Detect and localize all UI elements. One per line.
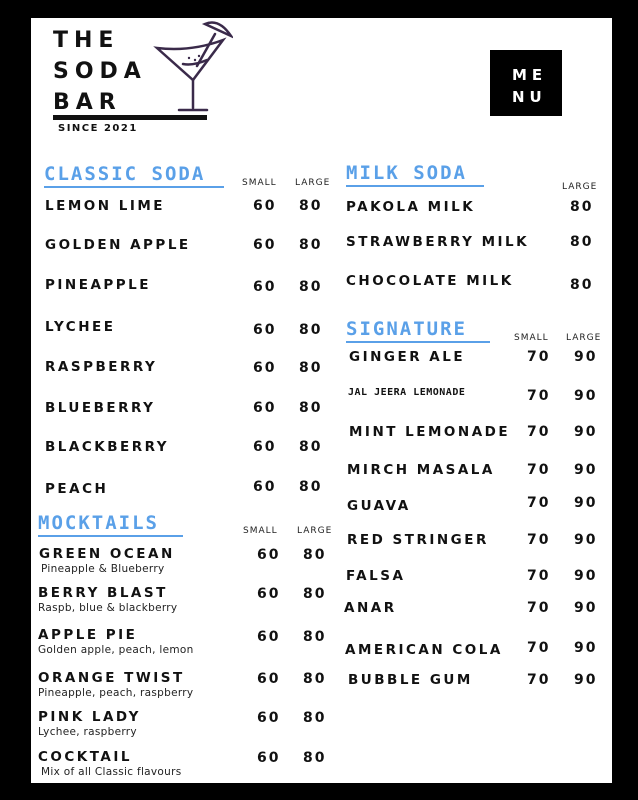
menu-badge: [490, 50, 562, 116]
mocktails-small-header: SMALL: [243, 526, 278, 536]
price-large: 80: [303, 671, 327, 687]
price-large: 80: [299, 439, 323, 455]
price-large: 80: [299, 322, 323, 338]
price-large: 80: [303, 629, 327, 645]
mocktails-heading: MOCKTAILS: [38, 512, 159, 534]
item-name: CHOCOLATE MILK: [346, 273, 514, 289]
price-large: 80: [299, 237, 323, 253]
price-small: 70: [527, 672, 551, 688]
classic-large-header: LARGE: [295, 178, 331, 188]
milk-large-header: LARGE: [562, 182, 598, 192]
price-large: 80: [299, 360, 323, 376]
item-description: Pineapple & Blueberry: [41, 563, 165, 575]
price-small: 70: [527, 388, 551, 404]
price-small: 60: [253, 479, 277, 495]
price-small: 60: [257, 586, 281, 602]
item-name: BERRY BLAST: [38, 585, 168, 601]
item-name: GINGER ALE: [349, 349, 466, 365]
price-large: 80: [303, 750, 327, 766]
item-name: PINK LADY: [38, 709, 141, 725]
brand-line-2: SODA: [53, 59, 147, 84]
price-small: 70: [527, 568, 551, 584]
price-large: 90: [574, 495, 598, 511]
item-description: Mix of all Classic flavours: [41, 766, 182, 778]
menu-badge-line-2: NU: [512, 88, 547, 106]
price-small: 60: [253, 279, 277, 295]
classic-small-header: SMALL: [242, 178, 277, 188]
price-small: 70: [527, 424, 551, 440]
milk-soda-heading: MILK SODA: [346, 162, 467, 184]
price-small: 60: [253, 198, 277, 214]
price-small: 60: [257, 547, 281, 563]
item-name: PEACH: [45, 481, 109, 497]
item-name: GUAVA: [347, 498, 411, 514]
price-small: 70: [527, 532, 551, 548]
item-name: MIRCH MASALA: [347, 462, 495, 478]
item-description: Lychee, raspberry: [38, 726, 137, 738]
price-large: 80: [303, 710, 327, 726]
signature-small-header: SMALL: [514, 333, 549, 343]
price-large: 80: [299, 479, 323, 495]
item-name: BLUEBERRY: [45, 400, 156, 416]
menu-page: [31, 18, 612, 783]
price-large: 90: [574, 640, 598, 656]
item-name: LEMON LIME: [45, 198, 166, 214]
item-name: RASPBERRY: [45, 359, 158, 375]
item-name: AMERICAN COLA: [345, 642, 503, 658]
price-large: 90: [574, 532, 598, 548]
price-small: 70: [527, 640, 551, 656]
item-name: ORANGE TWIST: [38, 670, 185, 686]
cocktail-glass-icon: [153, 18, 233, 114]
mocktails-underline: [38, 535, 183, 537]
item-name: FALSA: [346, 568, 406, 584]
price-small: 70: [527, 462, 551, 478]
item-description: Pineapple, peach, raspberry: [38, 687, 194, 699]
item-name: STRAWBERRY MILK: [346, 234, 530, 250]
signature-underline: [346, 341, 490, 343]
price-large: 90: [574, 388, 598, 404]
signature-heading: SIGNATURE: [346, 318, 467, 340]
item-name: ANAR: [344, 600, 397, 616]
item-name: PAKOLA MILK: [346, 199, 476, 215]
price-small: 60: [253, 400, 277, 416]
since-text: SINCE 2021: [58, 123, 138, 134]
item-description: Golden apple, peach, lemon: [38, 644, 194, 656]
item-name: LYCHEE: [45, 319, 116, 335]
item-name: GREEN OCEAN: [39, 546, 175, 562]
brand-line-3: BAR: [53, 90, 122, 115]
price-small: 70: [527, 600, 551, 616]
brand-line-1: THE: [53, 28, 120, 53]
price-large: 80: [570, 277, 594, 293]
price-large: 90: [574, 672, 598, 688]
price-small: 60: [257, 629, 281, 645]
classic-soda-underline: [44, 186, 224, 188]
price-small: 60: [253, 439, 277, 455]
brand-underline: [53, 115, 207, 120]
price-large: 90: [574, 568, 598, 584]
price-small: 60: [253, 322, 277, 338]
price-large: 90: [574, 349, 598, 365]
menu-badge-line-1: ME: [512, 66, 548, 84]
item-name: MINT LEMONADE: [349, 424, 511, 440]
price-small: 70: [527, 349, 551, 365]
price-large: 80: [299, 198, 323, 214]
price-large: 80: [303, 547, 327, 563]
price-large: 80: [299, 400, 323, 416]
classic-soda-heading: CLASSIC SODA: [44, 163, 206, 185]
item-name: JAL JEERA LEMONADE: [348, 387, 466, 398]
price-large: 80: [570, 234, 594, 250]
price-large: 80: [303, 586, 327, 602]
price-large: 90: [574, 462, 598, 478]
item-name: GOLDEN APPLE: [45, 237, 191, 253]
item-name: RED STRINGER: [347, 532, 489, 548]
milk-soda-underline: [346, 185, 484, 187]
price-large: 80: [570, 199, 594, 215]
item-name: BLACKBERRY: [45, 439, 170, 455]
item-description: Raspb, blue & blackberry: [38, 602, 178, 614]
price-large: 90: [574, 600, 598, 616]
item-name: PINEAPPLE: [45, 277, 151, 293]
signature-large-header: LARGE: [566, 333, 602, 343]
price-large: 80: [299, 279, 323, 295]
price-small: 60: [257, 710, 281, 726]
price-small: 60: [257, 750, 281, 766]
item-name: COCKTAIL: [38, 749, 132, 765]
price-small: 60: [253, 237, 277, 253]
price-small: 60: [257, 671, 281, 687]
price-large: 90: [574, 424, 598, 440]
price-small: 70: [527, 495, 551, 511]
mocktails-large-header: LARGE: [297, 526, 333, 536]
price-small: 60: [253, 360, 277, 376]
item-name: BUBBLE GUM: [348, 672, 473, 688]
item-name: APPLE PIE: [38, 627, 138, 643]
